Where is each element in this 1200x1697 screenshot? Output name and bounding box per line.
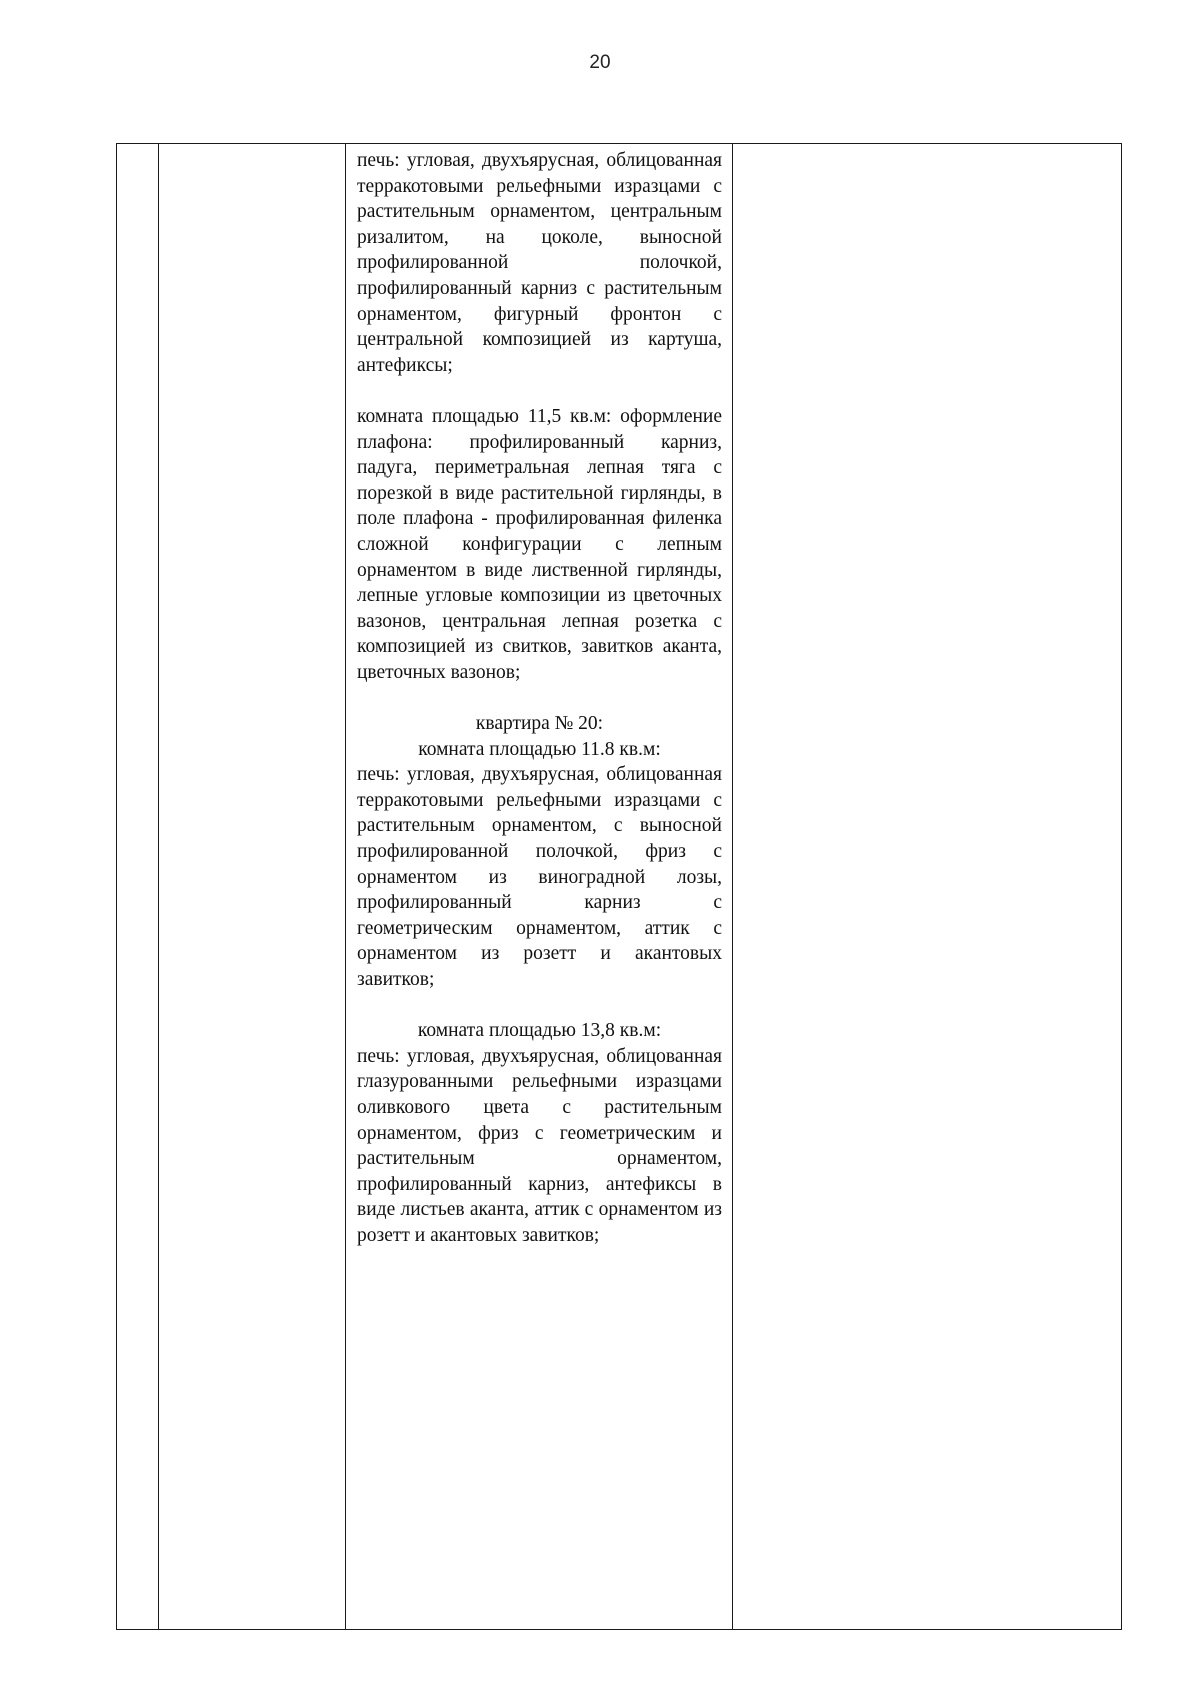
- room-11-8-heading: комната площадью 11.8 кв.м:: [418, 738, 661, 760]
- room-11-5-description: комната площадью 11,5 кв.м: оформление плафона: профилированный карниз, падуга, периметральная лепная тяга с порезкой в виде растительной гирлянды, в поле плафона - профилированная филенка сложной конфигурации с лепным орнаментом в виде лиственной гирлянды, лепные угловые композиции из цветочных вазонов, центральная лепная розетка с композицией из свитков, завитков аканта, цветочных вазонов;: [357, 405, 722, 683]
- cell-number: [117, 144, 159, 1630]
- table-row: [117, 144, 1122, 1630]
- apartment-heading: квартира № 20:: [475, 713, 604, 735]
- room-13-8-heading: комната площадью 13,8 кв.м:: [417, 1020, 662, 1042]
- cell-object-name: [159, 144, 346, 1630]
- page-number: 20: [589, 52, 611, 73]
- description-content: [346, 144, 732, 1249]
- cell-notes: [733, 144, 1122, 1630]
- cell-description: [346, 144, 733, 1630]
- stove-description: печь: угловая, двухъярусная, облицованная терракотовыми рельефными изразцами с растительным орнаментом, центральным ризалитом, на цоколе, выносной профилированной полочкой, профилированный карниз с растительным орнаментом, фигурный фронтон с центральной композицией из картуша, антефиксы;: [357, 150, 722, 376]
- object-description-table: [116, 143, 1122, 1630]
- room-13-8-stove-description: печь: угловая, двухъярусная, облицованная глазурованными рельефными изразцами оливкового цвета с растительным орнаментом, фриз с геометрическим и растительным орнаментом, профилированный карниз, антефиксы в виде листьев аканта, аттик с орнаментом из розетт и акантовых завитков;: [357, 1045, 722, 1246]
- room-11-8-stove-description: печь: угловая, двухъярусная, облицованная терракотовыми рельефными изразцами с растительным орнаментом, с выносной профилированной полочкой, фриз с орнаментом из виноградной лозы, профилированный карниз с геометрическим орнаментом, аттик с орнаментом из розетт и акантовых завитков;: [357, 764, 722, 990]
